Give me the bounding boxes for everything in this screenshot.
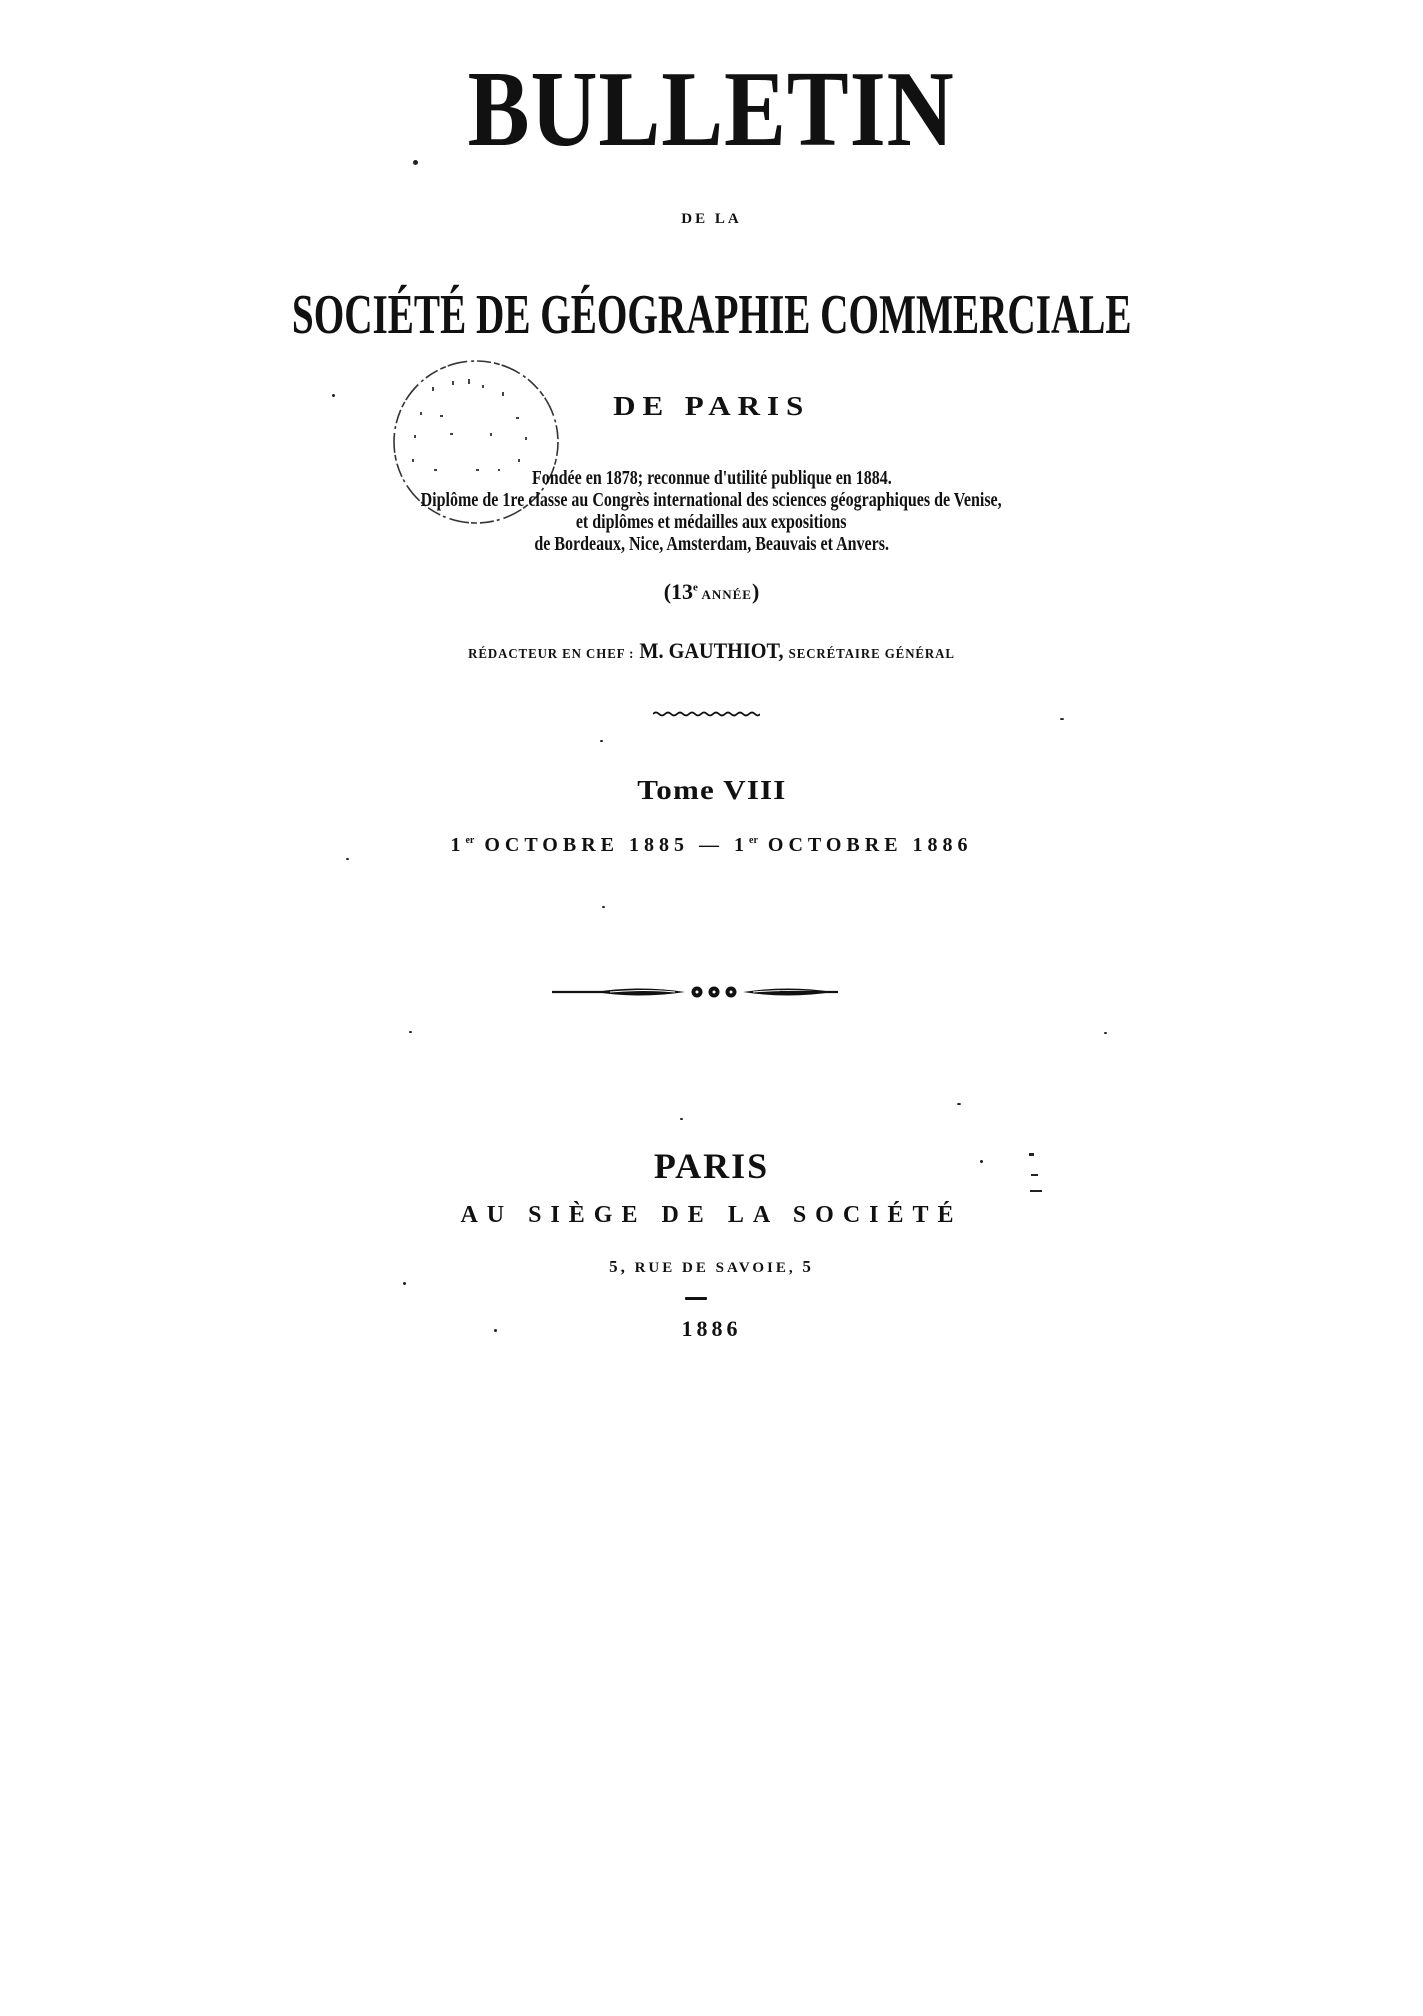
imprint-city: PARIS xyxy=(653,1146,770,1186)
scan-speck xyxy=(403,1282,406,1285)
volume-label: Tome VIII xyxy=(636,775,787,805)
imprint-publisher: AU SIÈGE DE LA SOCIÉTÉ xyxy=(460,1202,963,1228)
society-city: DE PARIS xyxy=(613,391,810,421)
scan-speck xyxy=(957,1103,961,1105)
imprint-address: 5, RUE DE SAVOIE, 5 xyxy=(609,1257,814,1276)
editor-name: M. GAUTHIOT, xyxy=(639,638,784,663)
imprint-divider xyxy=(685,1297,707,1300)
info-line-diploma: Diplôme de 1re classe au Congrès international des sciences géographiques de Venise, xyxy=(420,489,1003,511)
scan-speck xyxy=(332,394,335,397)
editor-title: SECRÉTAIRE GÉNÉRAL xyxy=(788,647,955,662)
scan-speck xyxy=(1060,718,1064,720)
scan-speck xyxy=(413,160,418,165)
scan-speck xyxy=(600,740,603,742)
imprint-year: 1886 xyxy=(681,1316,742,1341)
editor-role: RÉDACTEUR EN CHEF : xyxy=(468,647,635,662)
volume-date-range: 1er OCTOBRE 1885 — 1er OCTOBRE 1886 xyxy=(450,834,973,856)
scan-speck xyxy=(602,906,605,908)
info-line-founded: Fondée en 1878; reconnue d'utilité publique en 1884. xyxy=(531,467,892,489)
scan-speck xyxy=(1030,1190,1042,1192)
society-name: SOCIÉTÉ DE GÉOGRAPHIE COMMERCIALE xyxy=(291,284,1132,346)
scan-speck xyxy=(680,1118,683,1120)
scan-speck xyxy=(1031,1174,1038,1176)
scan-speck xyxy=(1104,1032,1107,1034)
title-connector: DE LA xyxy=(681,211,742,227)
wavy-rule-icon xyxy=(653,711,760,717)
info-line-medals: et diplômes et médailles aux expositions xyxy=(576,511,847,533)
scan-speck xyxy=(980,1160,983,1163)
scan-speck xyxy=(346,858,349,860)
title-bulletin: BULLETIN xyxy=(468,50,955,169)
editor-line xyxy=(0,640,1423,662)
scan-speck xyxy=(1029,1153,1034,1156)
info-line-exhibitions: de Bordeaux, Nice, Amsterdam, Beauvais et Anvers. xyxy=(534,533,889,555)
publication-year-count: (13e ANNÉE) xyxy=(663,579,760,604)
ornamental-rule-icon xyxy=(550,982,840,1002)
scan-speck xyxy=(494,1329,497,1332)
scan-speck xyxy=(409,1031,412,1033)
